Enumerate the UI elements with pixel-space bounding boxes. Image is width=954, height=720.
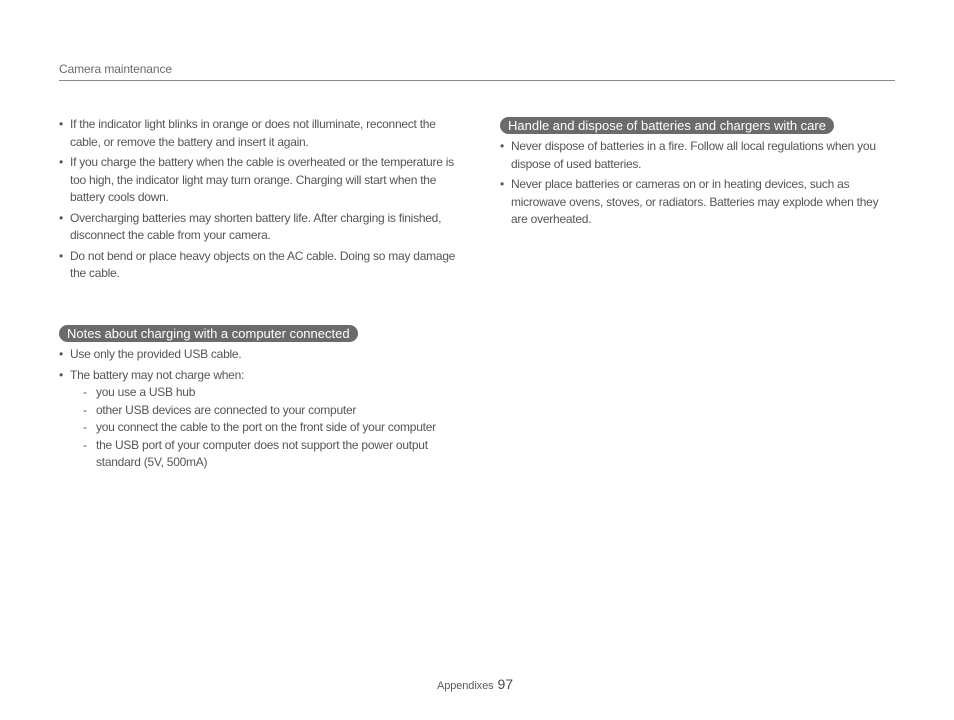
- charging-notes: [59, 116, 459, 286]
- page-footer: [437, 676, 513, 694]
- list-item: • Never dispose of batteries in a fire. Follow all local regulations when you dispose of used batteries.: [500, 138, 895, 173]
- list-item-text: The battery may not charge when:: [70, 367, 245, 382]
- sub-list-item: - you connect the cable to the port on the front side of your computer: [70, 419, 459, 437]
- computer-charging-section: [59, 325, 459, 475]
- header-divider: [59, 80, 895, 81]
- list-item-with-sublist: [59, 367, 459, 472]
- footer-label: Appendixes: [437, 680, 494, 692]
- computer-bullet-list: [59, 346, 459, 472]
- list-item: • Never place batteries or cameras on or in heating devices, such as microwave ovens, stoves, or radiators. Batteries may explode when they are overheated.: [500, 176, 895, 229]
- list-item: • Use only the provided USB cable.: [59, 346, 459, 364]
- list-item: • Overcharging batteries may shorten battery life. After charging is finished, disconnect the cable from your camera.: [59, 210, 459, 245]
- section-heading-dispose: Handle and dispose of batteries and chargers with care: [500, 117, 834, 134]
- sub-list-item: - you use a USB hub: [70, 384, 459, 402]
- list-item: • If the indicator light blinks in orange or does not illuminate, reconnect the cable, or remove the battery and insert it again.: [59, 116, 459, 151]
- dispose-bullet-list: [500, 138, 895, 229]
- list-item: • Do not bend or place heavy objects on the AC cable. Doing so may damage the cable.: [59, 248, 459, 283]
- page-number: 97: [497, 676, 514, 692]
- dispose-section: [500, 117, 895, 232]
- sub-list-item: - other USB devices are connected to your computer: [70, 402, 459, 420]
- list-item: • If you charge the battery when the cable is overheated or the temperature is too high, the indicator light may turn orange. Charging will start when the battery cools down.: [59, 154, 459, 207]
- section-title: Camera maintenance: [59, 62, 172, 76]
- section-heading-computer: Notes about charging with a computer connected: [59, 325, 358, 342]
- sub-list-item: - the USB port of your computer does not support the power output standard (5V, 500mA): [70, 437, 459, 472]
- sub-list: [70, 384, 459, 472]
- charging-bullet-list: [59, 116, 459, 283]
